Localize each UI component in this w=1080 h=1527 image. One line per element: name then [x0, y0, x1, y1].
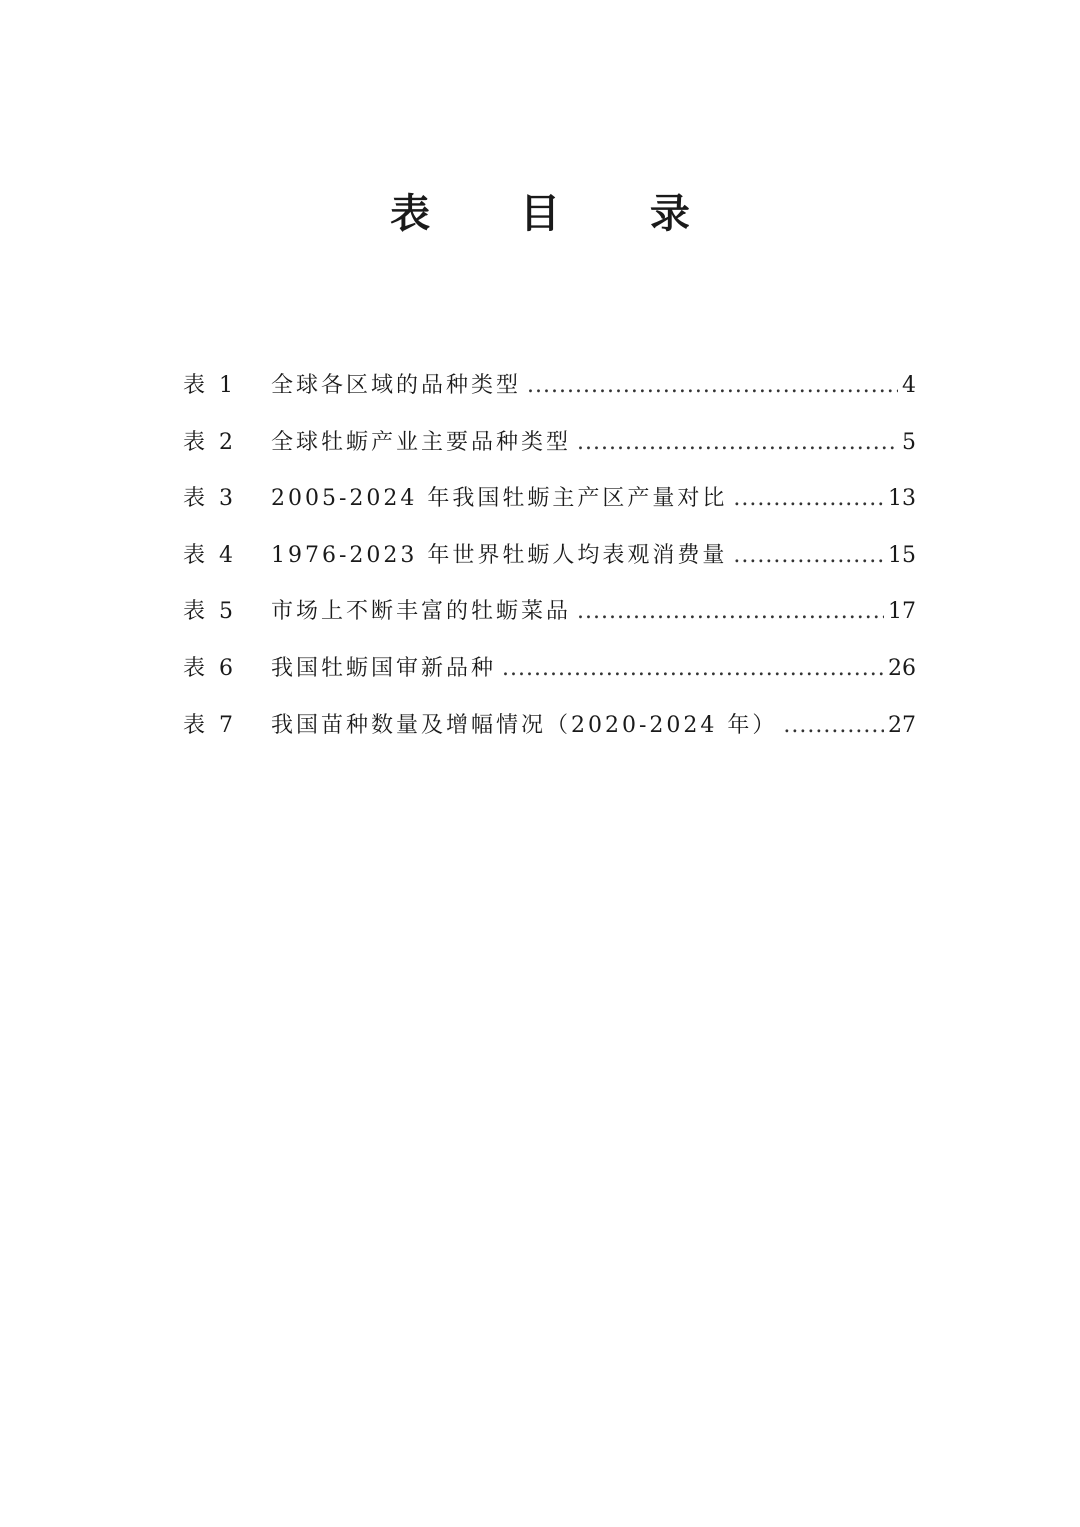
- toc-entry-label: [183, 528, 271, 584]
- toc-leader-dots: [733, 528, 884, 584]
- toc-leader-dots: [502, 641, 884, 697]
- toc-entry-label: [183, 415, 271, 471]
- toc-entry-title: 市场上不断丰富的牡蛎菜品: [271, 599, 572, 625]
- toc-entry-page: 15: [888, 542, 916, 568]
- toc-entry-prefix: 表: [183, 429, 206, 455]
- toc-entry-title: 1976-2023 年世界牡蛎人均表观消费量: [271, 542, 728, 568]
- toc-entry-number: 2: [219, 429, 234, 455]
- toc-entry-title: 全球各区域的品种类型: [271, 373, 522, 398]
- toc-entry-number: 1: [219, 373, 234, 398]
- toc-entry[interactable]: [183, 528, 916, 585]
- toc-entry-prefix: 表: [183, 542, 206, 568]
- toc-entry-title: 我国牡蛎国审新品种: [271, 655, 497, 681]
- table-of-contents: [183, 358, 916, 754]
- toc-entry[interactable]: [183, 415, 916, 472]
- toc-entry-prefix: 表: [183, 486, 206, 512]
- toc-entry-label: [183, 471, 271, 527]
- toc-leader-dots: [783, 698, 884, 754]
- toc-leader-dots: [577, 584, 884, 640]
- toc-entry-prefix: 表: [183, 599, 206, 625]
- toc-entry-page: 26: [888, 655, 916, 681]
- toc-entry-label: [183, 358, 271, 414]
- toc-leader-dots: [577, 415, 898, 471]
- toc-leader-dots: [527, 358, 898, 414]
- toc-entry-prefix: 表: [183, 712, 206, 738]
- toc-entry-page: 17: [888, 599, 916, 625]
- page-title: 表 目 录: [390, 190, 728, 237]
- toc-entry-prefix: 表: [183, 655, 206, 681]
- toc-entry-page: 5: [902, 429, 916, 455]
- toc-entry-label: [183, 698, 271, 754]
- toc-entry-prefix: 表: [183, 373, 206, 398]
- toc-entry-title: 全球牡蛎产业主要品种类型: [271, 429, 572, 455]
- toc-entry-number: 3: [219, 486, 234, 512]
- toc-entry-number: 7: [219, 712, 234, 738]
- toc-entry[interactable]: [183, 698, 916, 755]
- toc-entry-label: [183, 641, 271, 697]
- toc-entry-title: 2005-2024 年我国牡蛎主产区产量对比: [271, 486, 728, 512]
- toc-entry[interactable]: [183, 641, 916, 698]
- toc-entry-number: 6: [219, 655, 234, 681]
- toc-entry-number: 4: [219, 542, 234, 568]
- toc-entry-label: [183, 584, 271, 640]
- toc-entry[interactable]: [183, 471, 916, 528]
- toc-entry-page: 27: [888, 712, 916, 738]
- toc-entry-page: 13: [888, 486, 916, 512]
- toc-entry-page: 4: [902, 373, 916, 398]
- toc-entry-number: 5: [219, 599, 234, 625]
- toc-entry[interactable]: [183, 584, 916, 641]
- toc-entry[interactable]: [183, 358, 916, 415]
- toc-entry-title: 我国苗种数量及增幅情况（2020-2024 年）: [271, 712, 778, 738]
- toc-leader-dots: [733, 471, 884, 527]
